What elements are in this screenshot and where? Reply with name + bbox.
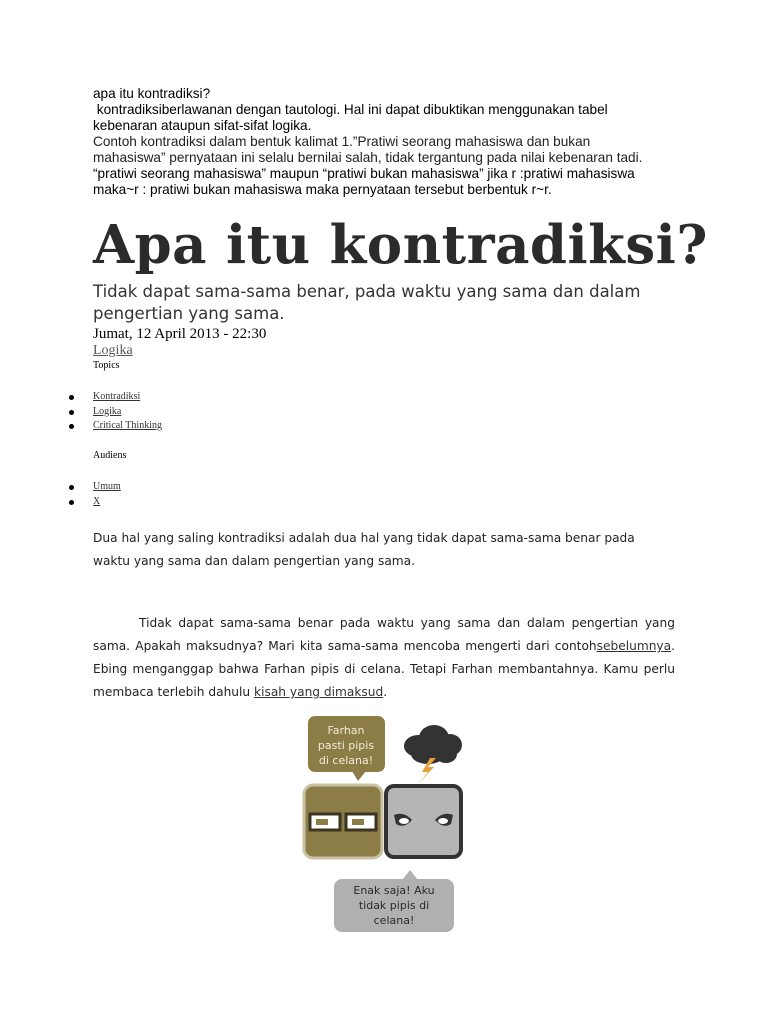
bubble-bottom-tail: [402, 870, 418, 880]
ebing-character: [386, 786, 461, 857]
paragraph-definition: Dua hal yang saling kontradiksi adalah dua hal yang tidak dapat sama-sama benar pada waktu yang sama dan dalam pengertian yang sama.: [93, 531, 635, 568]
bubble-top-text: pasti pipis: [317, 739, 375, 752]
intro-line: “pratiwi seorang mahasiswa” maupun “pratiwi bukan mahasiswa” jika r :pratiwi mahasiswa: [93, 166, 635, 181]
topics-label: Topics: [93, 360, 120, 371]
intro-line: kebenaran ataupun sifat-sifat logika.: [93, 118, 312, 133]
audiens-label: Audiens: [93, 450, 127, 461]
topic-link[interactable]: Critical Thinking: [93, 420, 162, 431]
bubble-bottom-text: celana!: [373, 914, 415, 927]
article-title: Apa itu kontradiksi?: [93, 214, 708, 276]
bubble-bottom-text: tidak pipis di: [358, 899, 430, 912]
speech-bubble-bottom: [334, 870, 454, 932]
bubble-top-text: di celana!: [318, 754, 374, 767]
bullet: [69, 395, 74, 400]
intro-text: [93, 86, 693, 198]
bullet: [69, 485, 74, 490]
bubble-top-tail: [352, 771, 366, 781]
bullet: [69, 500, 74, 505]
comic-illustration: [300, 712, 470, 937]
article-subtitle: Tidak dapat sama-sama benar, pada waktu yang sama dan dalam pengertian yang sama.: [93, 282, 641, 323]
paragraph-explanation: [93, 612, 675, 704]
topic-link[interactable]: Logika: [93, 405, 122, 417]
intro-line: mahasiswa” pernyataan ini selalu bernilai salah, tidak tergantung pada nilai kebenaran tadi.: [93, 150, 643, 165]
paragraph-text: Tidak dapat sama-sama benar pada waktu yang sama dan dalam pengertian yang sama. Apakah maksudnya? Mari kita sama-sama mencoba mengerti dari contoh: [93, 616, 675, 653]
category-link[interactable]: Logika: [93, 343, 133, 358]
topic-link[interactable]: Kontradiksi: [93, 391, 141, 402]
intro-line: kontradiksiberlawanan dengan tautologi. Hal ini dapat dibuktikan menggunakan tabel: [93, 102, 608, 117]
bullet: [69, 424, 74, 429]
paragraph-text: .: [383, 685, 388, 699]
article-date: Jumat, 12 April 2013 - 22:30: [93, 326, 267, 342]
intro-line: maka~r : pratiwi bukan mahasiswa maka pernyataan tersebut berbentuk r~r.: [93, 182, 552, 197]
story-link[interactable]: kisah yang dimaksud: [254, 685, 384, 699]
bullet: [69, 410, 74, 415]
intro-line: apa itu kontradiksi?: [93, 86, 211, 101]
bubble-bottom-text: Enak saja! Aku: [353, 884, 435, 897]
audiens-link[interactable]: Umum: [93, 481, 121, 492]
audiens-link[interactable]: X: [93, 495, 101, 507]
paragraph-text: . Ebing menganggap bahwa Farhan pipis di celana. Tetapi Farhan membantahnya. Kamu perlu membaca terlebih dahulu: [93, 639, 675, 699]
farhan-character: [304, 785, 382, 858]
bubble-top-text: Farhan: [327, 724, 365, 737]
intro-line: Contoh kontradiksi dalam bentuk kalimat 1.”Pratiwi seorang mahasiswa dan bukan: [93, 134, 591, 149]
speech-bubble-top: [308, 716, 385, 781]
previous-link[interactable]: sebelumnya: [596, 639, 672, 653]
